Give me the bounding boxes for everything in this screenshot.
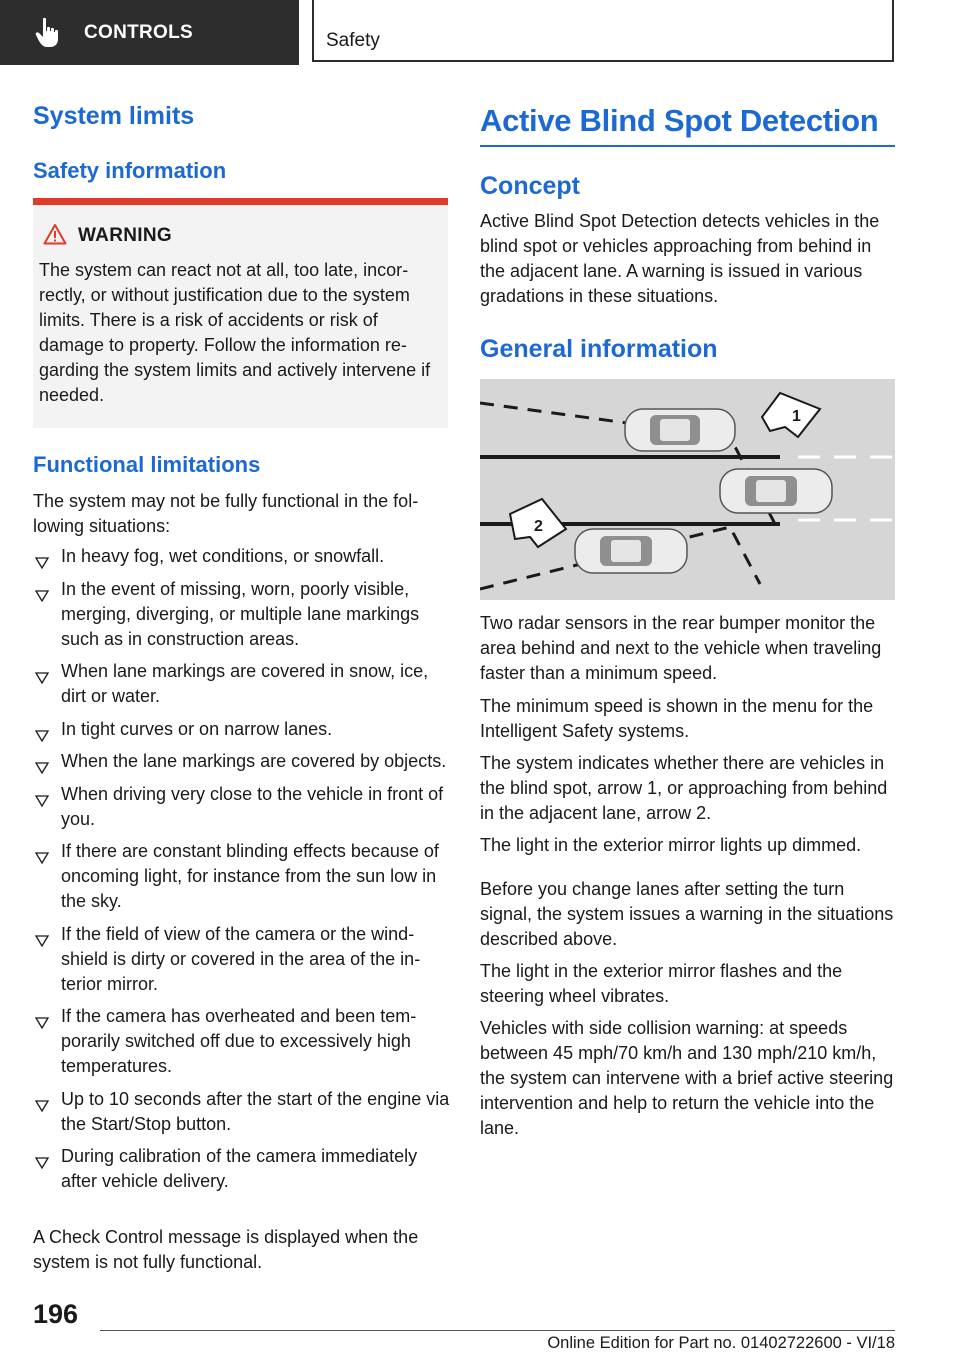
section-tab — [0, 0, 299, 65]
general-information-heading: General information — [480, 335, 718, 363]
heading-rule — [480, 145, 895, 147]
car-bottom — [575, 529, 687, 573]
concept-text: Active Blind Spot Detection detects vehicles in the blind spot or vehicles approaching from behind in the adjacent lane. A warning is issued in various gradations in these situations. — [480, 211, 880, 306]
paragraph-radar: Two radar sensors in the rear bumper monitor the area behind and next to the vehicle when traveling faster than a minimum speed. — [480, 613, 882, 683]
pointing-hand-icon — [34, 13, 74, 53]
triangle-bullet-icon — [35, 1011, 49, 1036]
list-item-text: In tight curves or on narrow lanes. — [61, 718, 333, 739]
triangle-bullet-icon — [35, 666, 49, 691]
paragraph-lane-change: Before you change lanes after setting the turn signal, the system issues a warning in the situations described above. — [480, 879, 894, 949]
triangle-bullet-icon — [35, 846, 49, 871]
warning-triangle-icon — [43, 223, 67, 250]
functional-intro: The system may not be fully functional in the following situations: — [33, 491, 419, 536]
triangle-bullet-icon — [35, 929, 49, 954]
warning-title: WARNING — [78, 225, 172, 246]
list-item-text: When driving very close to the vehicle in front of you. — [61, 783, 444, 829]
list-item — [33, 659, 451, 709]
edition-footer: Online Edition for Part no. 01402722600 - VI/18 — [547, 1334, 895, 1352]
list-item-text: When lane markings are covered in snow, ice, dirt or water. — [61, 661, 429, 706]
page-number: 196 — [33, 1299, 79, 1329]
list-item-text: In heavy fog, wet conditions, or snowfall. — [61, 546, 385, 566]
paragraph-light-dimmed: The light in the exterior mirror lights up dimmed. — [480, 835, 862, 855]
paragraph-mirror-flash: The light in the exterior mirror flashes and the steering wheel vibrates. — [480, 961, 843, 1006]
list-item — [33, 1144, 451, 1194]
warning-text: The system can react not at all, too late, incorrectly, or without justification due to the system limits. There is a risk of accidents or risk of damage to property. Follow the information regarding the system limits and actively intervene if needed. — [39, 260, 431, 405]
check-control-note: A Check Control message is displayed when the system is not fully functional. — [33, 1227, 419, 1272]
list-item-text: Up to 10 seconds after the start of the engine via the Start/Stop button. — [61, 1088, 450, 1134]
active-blind-spot-heading: Active Blind Spot Detection — [480, 103, 879, 138]
car-top — [625, 409, 735, 451]
triangle-bullet-icon — [35, 789, 49, 814]
concept-heading: Concept — [480, 172, 580, 200]
triangle-bullet-icon — [35, 584, 49, 609]
list-item — [33, 782, 451, 832]
list-item-text: If there are constant blinding effects because of oncoming light, for instance from the sun low in the sky. — [61, 841, 439, 911]
section-label: CONTROLS — [84, 21, 194, 43]
list-item — [33, 717, 451, 742]
system-limits-heading: System limits — [33, 102, 195, 130]
arrow-1-label: 1 — [792, 408, 801, 425]
triangle-bullet-icon — [35, 551, 49, 576]
paragraph-min-speed: The minimum speed is shown in the menu for the Intelligent Safety systems. — [480, 696, 874, 741]
safety-information-heading: Safety information — [33, 158, 227, 183]
triangle-bullet-icon — [35, 1151, 49, 1176]
triangle-bullet-icon — [35, 724, 49, 749]
blind-spot-illustration — [480, 379, 895, 600]
list-item-text: If the camera has overheated and been temporarily switched off due to excessively high temperatures. — [61, 1006, 417, 1076]
triangle-bullet-icon — [35, 756, 49, 781]
functional-limitations-heading: Functional limitations — [33, 452, 261, 477]
paragraph-side-collision: Vehicles with side collision warning: at speeds between 45 mph/70 km/h and 130 mph/210 km/h, the system can intervene with a brief active steering intervention and help to return the vehicle into the lane. — [480, 1018, 894, 1138]
list-item-text: When the lane markings are covered by objects. — [61, 751, 447, 771]
list-item — [33, 839, 451, 914]
list-item — [33, 544, 451, 569]
chapter-label: Safety — [326, 30, 380, 51]
list-item — [33, 922, 451, 997]
footer-rule — [100, 1330, 895, 1331]
list-item-text: If the field of view of the camera or the windshield is dirty or covered in the area of the interior mirror. — [61, 923, 421, 994]
list-item — [33, 1087, 451, 1137]
list-item — [33, 577, 451, 652]
list-item-text: In the event of missing, worn, poorly visible, merging, diverging, or multiple lane markings such as in construction areas. — [61, 578, 420, 649]
list-item — [33, 1004, 451, 1079]
list-item — [33, 749, 451, 774]
warning-box — [33, 198, 448, 428]
paragraph-indication: The system indicates whether there are vehicles in the blind spot, arrow 1, or approaching from behind in the adjacent lane, arrow 2. — [480, 753, 888, 823]
car-middle — [720, 469, 832, 513]
triangle-bullet-icon — [35, 1094, 49, 1119]
list-item-text: During calibration of the camera immediately after vehicle delivery. — [61, 1146, 418, 1191]
limitation-list — [33, 544, 451, 1202]
arrow-2-label: 2 — [534, 518, 543, 535]
chapter-tab — [312, 0, 894, 62]
